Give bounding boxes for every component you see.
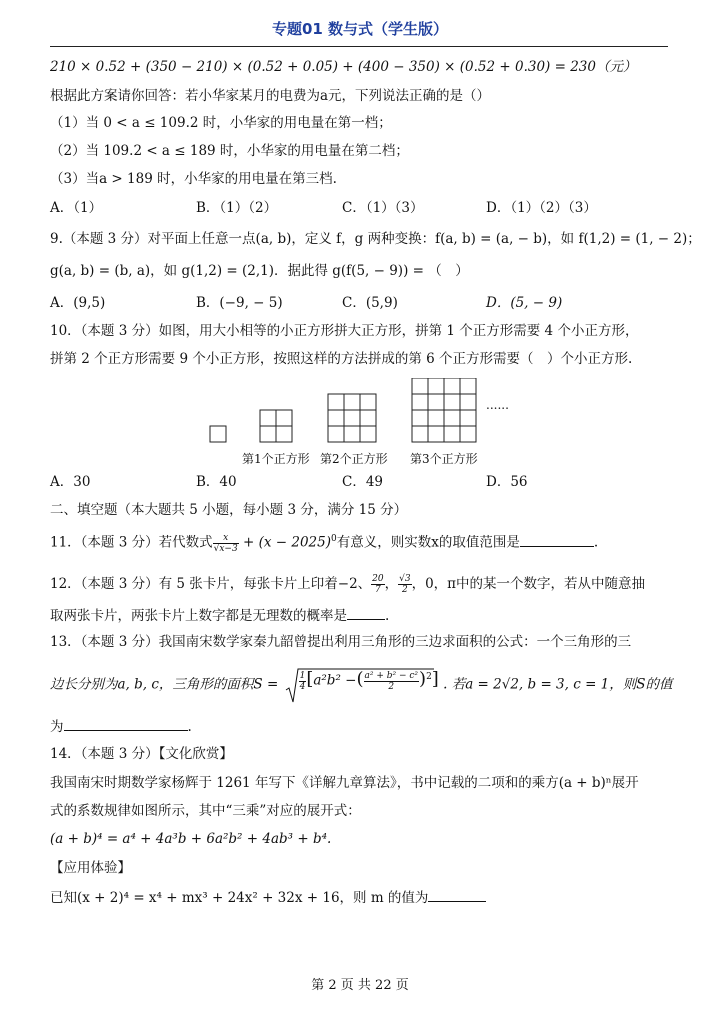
figure-label-3: 第3个正方形 <box>410 452 478 466</box>
q9-option-d[interactable]: D．(5, − 9) <box>486 295 563 311</box>
q12-separator: ， <box>384 576 399 592</box>
square-4x4 <box>412 378 476 442</box>
q11-question: 有意义，则实数x的取值范围是 <box>336 534 520 551</box>
figure-label-2: 第2个正方形 <box>320 452 388 466</box>
section-2-title: 二、填空题（本大题共 5 小题，每小题 3 分，满分 15 分） <box>50 502 408 518</box>
q14-line-1: 14．（本题 3 分）【文化欣赏】 <box>50 746 233 762</box>
q13-line-2 <box>50 668 673 702</box>
q13-quarter-den: 4 <box>299 681 306 692</box>
q10-square-figure <box>200 378 520 468</box>
q12-postfix: ，0，π中的某一个数字，若从中随意抽 <box>411 576 646 592</box>
q11-prefix: 11．（本题 3 分）若代数式 <box>50 534 213 551</box>
q8-statement-3: （3）当a > 189 时，小华家的用电量在第三档. <box>50 171 337 187</box>
q13-big-num: a² + b² − c² <box>364 670 419 681</box>
page-footer: 第 2 页 共 22 页 <box>311 978 409 993</box>
q8-option-a[interactable]: A．（1） <box>50 200 103 216</box>
q10-line-2: 拼第 2 个正方形需要 9 个小正方形，按照这样的方法拼成的第 6 个正方形需要（ ）个小正方形. <box>50 351 633 367</box>
sqrt-sign-icon <box>285 668 435 704</box>
q14-question: 已知(x + 2)⁴ = x⁴ + mx³ + 24x² + 32x + 16，则 m 的值为 <box>50 890 429 906</box>
figure-ellipsis: ...... <box>486 398 509 412</box>
q14-line-3: 式的系数规律如图所示，其中“三乘”对应的展开式： <box>50 803 361 819</box>
q10-option-c[interactable]: C．49 <box>342 474 384 490</box>
q9-line-2: g(a, b) = (b, a)，如 g(1,2) = (2,1)．据此得 g(f(5, − 9)) = （ ） <box>50 263 469 279</box>
q10-line-1: 10．（本题 3 分）如图，用大小相等的小正方形拼大正方形，拼第 1 个正方形需要 4 个小正方形， <box>50 323 639 339</box>
q11-exponent: 0 <box>330 534 337 544</box>
q12-prefix: 12．（本题 3 分）有 5 张卡片，每张卡片上印着−2、 <box>50 576 372 592</box>
q11-line <box>50 530 598 554</box>
q13-quarter-num: 1 <box>299 670 306 681</box>
q11-answer-blank[interactable] <box>520 532 594 547</box>
q14-line-2: 我国南宋时期数学家杨辉于 1261 年写下《详解九章算法》，书中记载的二项和的乘方(a + b)ⁿ展开 <box>50 775 639 791</box>
q8-statement-2: （2）当 109.2 < a ≤ 189 时，小华家的用电量在第二档； <box>50 143 409 159</box>
header-divider <box>50 46 668 47</box>
q12-frac2-num: √3 <box>399 574 411 584</box>
q13-wei: 为 <box>50 719 64 735</box>
q11-end: . <box>593 534 599 551</box>
page-header-title: 专题01 数与式（学生版） <box>271 20 449 38</box>
q8-calculation-line: 210 × 0.52 + (350 − 210) × (0.52 + 0.05) + (400 − 350) × (0.52 + 0.30) = 230（元） <box>50 59 637 75</box>
q10-option-d[interactable]: D．56 <box>486 474 528 490</box>
q14-line-6 <box>50 887 486 907</box>
q13-condition: . 若a = 2√2, b = 3, c = 1，则S的值 <box>443 676 673 693</box>
q10-option-b[interactable]: B．40 <box>196 474 237 490</box>
q13-end: . <box>187 719 192 735</box>
square-3x3 <box>328 394 376 442</box>
q11-frac-num: x <box>213 533 239 544</box>
square-2x2 <box>260 410 292 442</box>
q14-answer-blank[interactable] <box>428 887 486 902</box>
q13-line-1: 13．（本题 3 分）我国南宋数学家秦九韶曾提出利用三角形的三边求面积的公式：一个三角形的三 <box>50 634 632 650</box>
q8-prompt: 根据此方案请你回答：若小华家某月的电费为a元，下列说法正确的是（） <box>50 88 491 104</box>
q8-option-c[interactable]: C．（1）（3） <box>342 200 424 216</box>
q8-option-b[interactable]: B．（1）（2） <box>196 200 278 216</box>
q12-frac1-den: 7 <box>375 585 381 595</box>
q12-answer-blank[interactable] <box>347 605 385 620</box>
q9-option-a[interactable]: A．(9,5) <box>50 295 106 311</box>
q11-frac-den: √x−3 <box>213 543 238 554</box>
q8-option-d[interactable]: D．（1）（2）（3） <box>486 200 597 216</box>
q12-frac2-den: 2 <box>401 585 408 595</box>
q14-application-title: 【应用体验】 <box>50 860 131 876</box>
q11-fraction <box>213 533 239 554</box>
q13-big-den: 2 <box>388 681 395 692</box>
q9-line-1: 9.（本题 3 分）对平面上任意一点(a, b)，定义 f，g 两种变换：f(a, b) = (a, − b)，如 f(1,2) = (1, − 2)； <box>50 231 701 247</box>
q12-fraction-1 <box>371 574 384 595</box>
q12-line-1 <box>50 574 645 595</box>
square-1-single <box>210 426 226 442</box>
q10-option-a[interactable]: A．30 <box>50 474 91 490</box>
q12-fraction-2 <box>398 574 411 595</box>
q13-line-3 <box>50 716 192 736</box>
q13-heron-formula: $\frac{1}{4}$ [a²b² −( $\frac{\text{a² + b² − c²}}{2}$ )$^2$] <box>285 668 439 702</box>
q11-term: + (x − 2025) <box>238 534 331 551</box>
figure-label-1: 第1个正方形 <box>242 452 310 466</box>
q13-inner-term: a²b² − <box>313 672 357 689</box>
q13-answer-blank[interactable] <box>64 716 188 731</box>
q9-option-c[interactable]: C．(5,9) <box>342 295 398 311</box>
q12-frac1-num: 20 <box>372 574 384 584</box>
q13-prefix: 边长分别为a, b, c，三角形的面积S = <box>50 676 279 693</box>
q14-expansion: (a + b)⁴ = a⁴ + 4a³b + 6a²b² + 4ab³ + b⁴. <box>50 831 332 847</box>
q9-option-b[interactable]: B．(−9, − 5) <box>196 295 283 311</box>
q8-statement-1: （1）当 0 < a ≤ 109.2 时，小华家的用电量在第一档； <box>50 115 392 131</box>
q12-question: 取两张卡片，两张卡片上数字都是无理数的概率是 <box>50 608 347 624</box>
q12-end: . <box>385 608 390 624</box>
q10-squares-svg <box>200 378 520 448</box>
q12-line-2 <box>50 605 389 625</box>
